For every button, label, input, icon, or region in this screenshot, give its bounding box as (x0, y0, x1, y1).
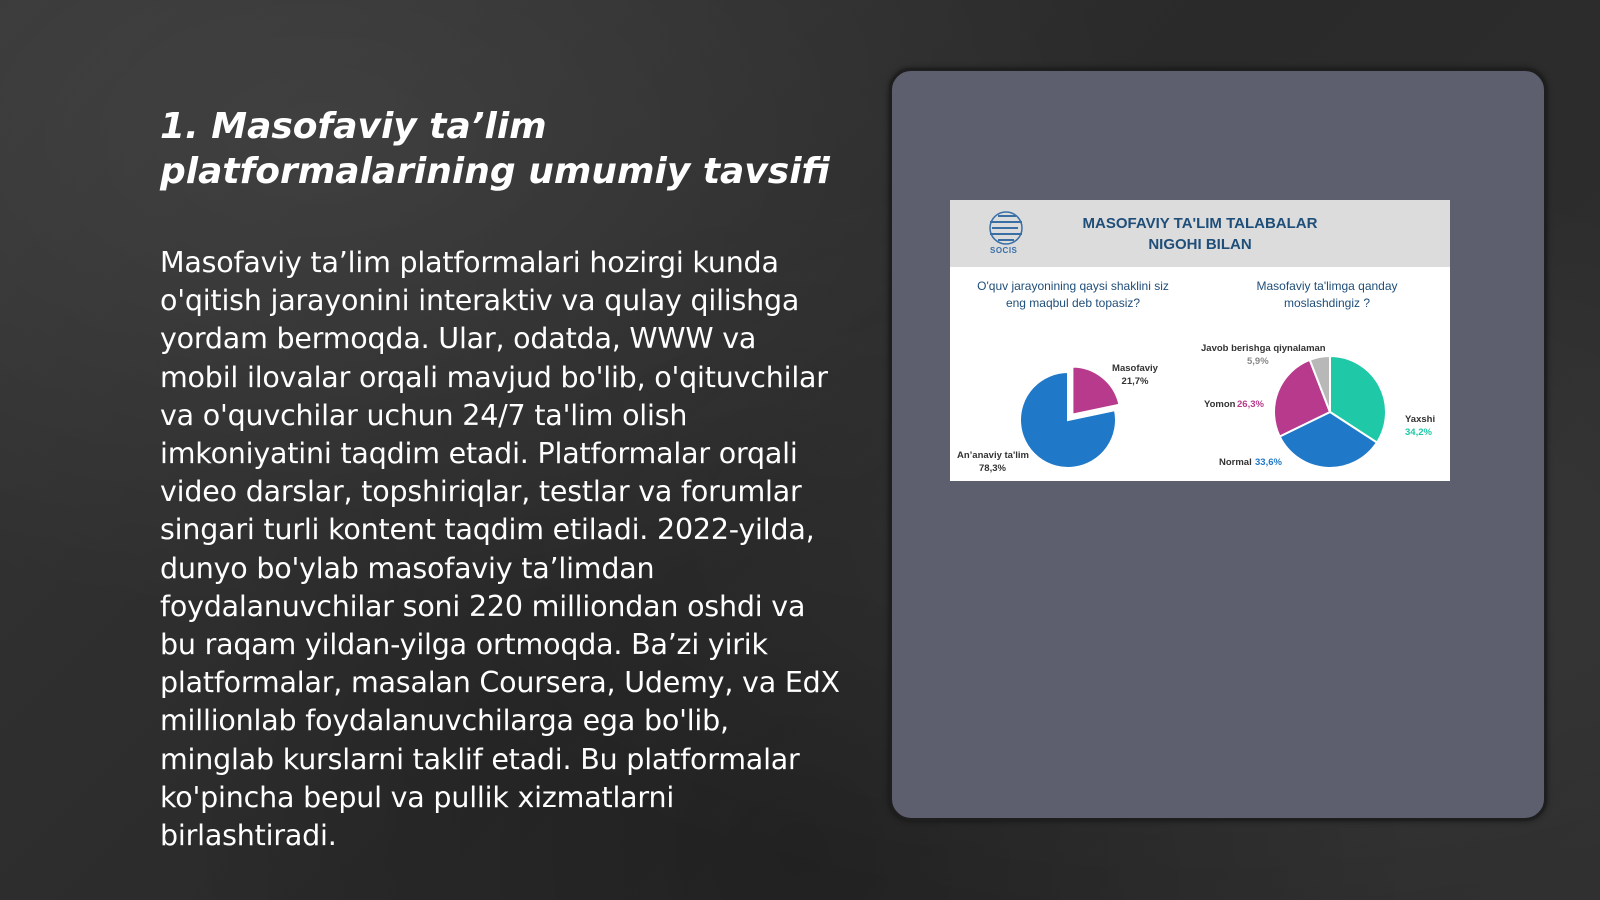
question-2-line2: moslashdingiz ? (1283, 296, 1371, 310)
question-1-line2: eng maqbul deb topasiz? (1005, 296, 1141, 310)
pie-chart-1 (1020, 367, 1119, 468)
pie2-label-yomon: Yomon (1204, 399, 1236, 410)
pie1-value-masofaviy: 21,7% (1121, 376, 1149, 387)
infographic-title-line2: NIGOHI BILAN (1148, 236, 1252, 253)
pie2-value-javob: 5,9% (1247, 356, 1269, 367)
infographic-title-line1: MASOFAVIY TA'LIM TALABALAR (1082, 215, 1318, 232)
pie1-label-ananaviy: An’anaviy ta'lim (957, 450, 1029, 461)
slide-title: 1. Masofaviy ta’lim platformalarining umumiy tavsifi (160, 106, 830, 192)
pie-charts (950, 200, 1450, 481)
slide-body-text: Masofaviy ta’lim platformalari hozirgi kunda o'qitish jarayonini interaktiv va qulay qilishga yordam bermoqda. Ular, odatda, WWW va mobil ilovalar orqali mavjud bo'lib, o'qituvchilar va o'quvchilar uchun 24/7 ta'lim olish imkoniyatini taqdim etadi. Platformalar orqali video darslar, topshiriqlar, testlar va forumlar singari turli kontent taqdim etiladi. 2022-yilda, dunyo bo'ylab masofaviy ta’limdan foydalanuvchilar soni 220 milliondan oshdi va bu raqam yildan-yilga ortmoqda. Ba’zi yirik platformalar, masalan Coursera, Udemy, va EdX millionlab foydalanuvchilarga ega bo'lib, minglab kurslarni taklif etadi. Bu platformalar ko'pincha bepul va pullik xizmatlarni birlashtiradi. (160, 246, 840, 853)
question-2-line1: Masofaviy ta'limga qanday (1256, 279, 1398, 293)
pie2-label-normal: Normal (1219, 457, 1252, 468)
pie2-value-yomon: 26,3% (1237, 399, 1264, 410)
pie1-label-masofaviy: Masofaviy (1112, 363, 1158, 374)
pie1-value-ananaviy: 78,3% (979, 463, 1006, 474)
infographic-image (950, 200, 1450, 481)
logo-text: SOCIS (990, 246, 1018, 255)
pie2-value-normal: 33,6% (1255, 457, 1282, 468)
question-1-line1: O'quv jarayonining qaysi shaklini siz (977, 279, 1169, 293)
pie-chart-2 (1274, 356, 1386, 468)
pie2-label-javob: Javob berishga qiynalaman (1201, 343, 1326, 354)
pie2-label-yaxshi: Yaxshi (1405, 414, 1436, 425)
pie2-value-yaxshi: 34,2% (1405, 427, 1432, 438)
